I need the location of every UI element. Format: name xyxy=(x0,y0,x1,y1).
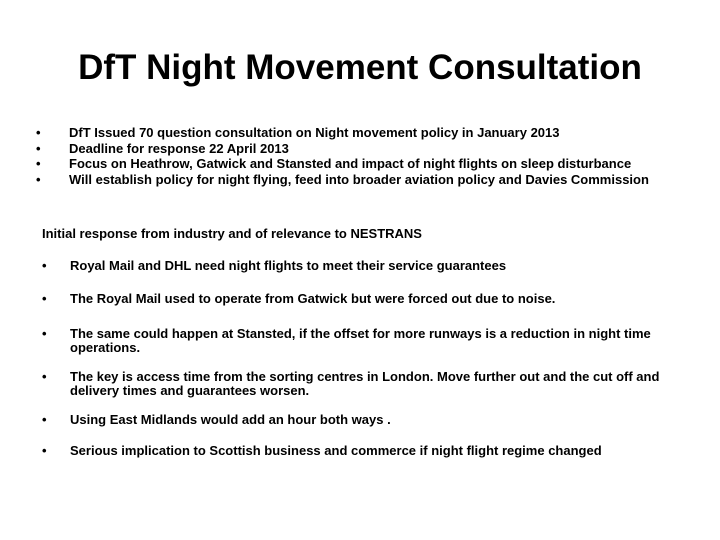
bullet-icon: • xyxy=(42,443,47,458)
point-text: Royal Mail and DHL need night flights to meet their service guarantees xyxy=(70,258,507,273)
bullet-icon: • xyxy=(36,171,41,187)
list-item xyxy=(36,142,696,155)
bullet-icon: • xyxy=(36,156,41,171)
list-item xyxy=(42,259,682,273)
bullet-icon: • xyxy=(42,326,47,341)
list-item xyxy=(42,327,682,354)
bullet-icon: • xyxy=(42,258,47,273)
point-text: The Royal Mail used to operate from Gatwick but were forced out due to noise. xyxy=(70,291,556,306)
summary-bullet-list xyxy=(36,126,696,188)
bullet-icon: • xyxy=(36,140,41,156)
bullet-text: Deadline for response 22 April 2013 xyxy=(69,140,289,156)
point-text: The key is access time from the sorting centres in London. Move further out and the cut off and delivery times and guarantees worsen. xyxy=(70,369,660,398)
bullet-icon: • xyxy=(42,291,47,306)
bullet-icon: • xyxy=(36,125,41,140)
list-item xyxy=(42,444,682,458)
point-text: Using East Midlands would add an hour both ways . xyxy=(70,412,391,427)
point-text: Serious implication to Scottish business and commerce if night flight regime changed xyxy=(70,443,602,458)
list-item xyxy=(42,292,682,306)
bullet-text: Focus on Heathrow, Gatwick and Stansted and impact of night flights on sleep disturbance xyxy=(69,156,632,171)
bullet-text: Will establish policy for night flying, feed into broader aviation policy and Davies Commission xyxy=(69,171,649,187)
list-item xyxy=(36,173,696,186)
slide-title: DfT Night Movement Consultation xyxy=(78,48,642,87)
list-item xyxy=(36,157,696,170)
list-item xyxy=(36,126,696,139)
list-item xyxy=(42,370,682,397)
list-item xyxy=(42,413,682,427)
bullet-icon: • xyxy=(42,369,47,384)
bullet-icon: • xyxy=(42,412,47,427)
point-text: The same could happen at Stansted, if the offset for more runways is a reduction in night time operations. xyxy=(70,326,651,355)
intro-heading: Initial response from industry and of relevance to NESTRANS xyxy=(42,226,422,241)
bullet-text: DfT Issued 70 question consultation on Night movement policy in January 2013 xyxy=(69,125,560,140)
